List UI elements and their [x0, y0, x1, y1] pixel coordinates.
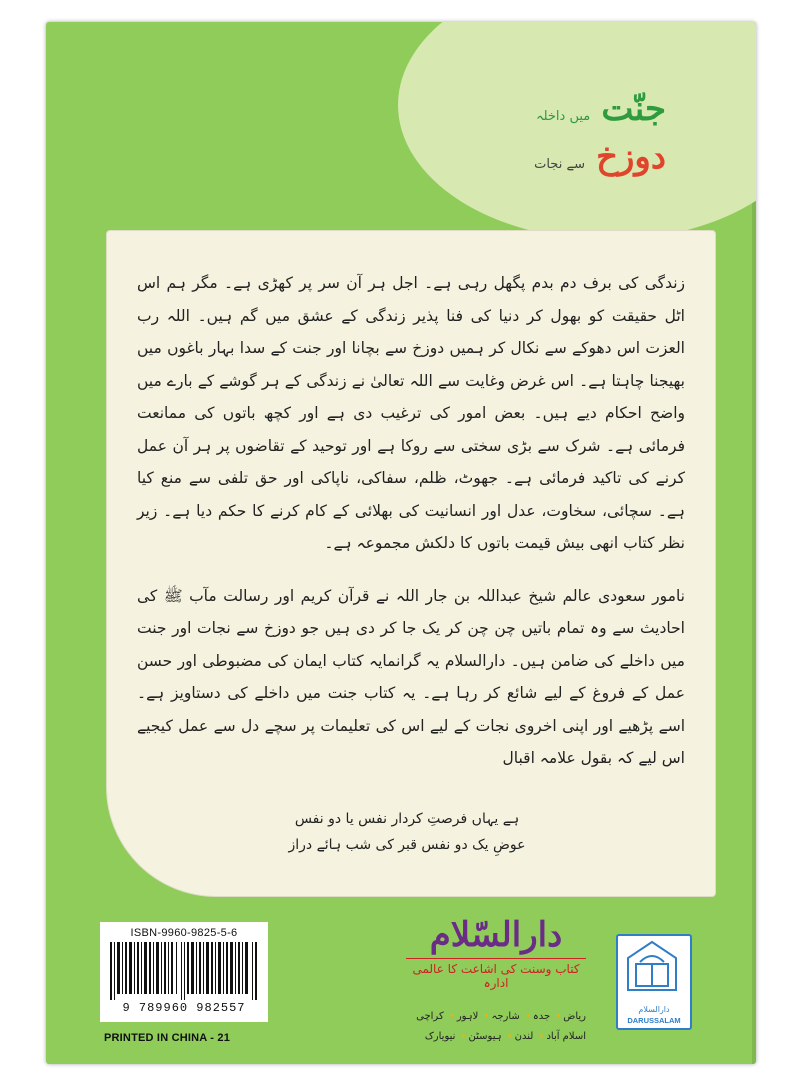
city: شارجہ — [491, 1011, 520, 1022]
book-back-cover — [46, 22, 756, 1064]
isbn-barcode — [100, 922, 268, 1022]
couplet-line-2: عوضِ یک دو نفس قبر کی شب ہائے دراز — [288, 837, 526, 853]
title-line-1 — [446, 89, 666, 129]
barcode-icon — [108, 942, 260, 1000]
isbn-number: ISBN-9960-9825-5-6 — [130, 927, 238, 939]
publisher-block — [396, 917, 596, 990]
city: جدہ — [532, 1011, 551, 1022]
iqbal-couplet — [257, 806, 557, 858]
blurb-paragraph-1: زندگی کی برف دم بدم پگھل رہی ہے۔ اجل ہر آن سر پر کھڑی ہے۔ مگر ہم اس اٹل حقیقت کو بھول کر دنیا کی فنا پذیر زندگی کے عشق میں گم ہیں۔ اللہ رب العزت اس دھوکے سے نکال کر ہمیں دوزخ سے بچانا اور جنت کے سدا بہار باغوں میں بھیجنا چاہتا ہے۔ اس غرض وغایت سے اللہ تعالیٰ نے زندگی کے ہر گوشے کے بارے میں واضح احکام دیے ہیں۔ بعض امور کی ترغیب دی ہے اور کچھ باتوں کی ممانعت فرمائی ہے۔ شرک سے بڑی سختی سے روکا ہے اور توحید کے تقاضوں پر ہر آن عمل کرنے کی تاکید فرمائی ہے۔ جھوٹ، ظلم، سفاکی، ناپاکی اور حق تلفی سے منع کیا ہے۔ سچائی، سخاوت، عدل اور انسانیت کی بھلائی کے کام کرنے کا حکم دیا ہے۔ زیر نظر کتاب انھی بیش قیمت باتوں کا دلکش مجموعہ ہے۔ — [137, 274, 685, 552]
book-title — [446, 89, 666, 177]
publisher-cities — [406, 1007, 586, 1047]
city: کراچی — [416, 1011, 444, 1022]
logo-text-urdu: دارالسلام — [638, 1005, 670, 1014]
logo-text-english: DARUSSALAM — [627, 1016, 681, 1025]
title-line-2 — [446, 137, 666, 177]
cities-row-2: اسلام آباد• لندن• ہیوسٹن• نیویارک — [424, 1031, 586, 1042]
darussalam-logo — [616, 934, 692, 1030]
city: اسلام آباد — [546, 1031, 586, 1042]
title-se-nijat: سے نجات — [534, 157, 585, 172]
title-jannat: جنّت — [601, 89, 666, 129]
city: نیویارک — [424, 1031, 456, 1042]
cities-row-1: ریاض• جدہ• شارجہ• لاہور• کراچی — [416, 1011, 586, 1022]
title-mein-dakhla: میں داخلہ — [535, 109, 591, 124]
couplet-line-1: ہے یہاں فرصتِ کردار نفس یا دو نفس — [294, 811, 520, 827]
barcode-digits: 9 789960 982557 — [122, 1001, 246, 1015]
blurb-panel — [106, 230, 716, 897]
city: لاہور — [456, 1011, 479, 1022]
title-dozakh: دوزخ — [596, 137, 666, 177]
city: ہیوسٹن — [468, 1031, 502, 1042]
city: لندن — [514, 1031, 534, 1042]
printed-in-label: PRINTED IN CHINA - 21 — [104, 1032, 231, 1044]
publisher-tagline: کتاب وسنت کی اشاعت کا عالمی ادارہ — [406, 958, 586, 990]
mosque-book-icon — [618, 936, 686, 996]
publisher-name: دارالسّلام — [429, 915, 563, 955]
city: ریاض — [563, 1011, 586, 1022]
blurb-text — [137, 267, 685, 775]
blurb-paragraph-2: نامور سعودی عالم شیخ عبداللہ بن جار اللہ نے قرآن کریم اور رسالت مآب ﷺ کی احادیث سے وہ تمام باتیں چن چن کر یک جا کر دی ہیں جو دوزخ سے نجات اور جنت میں داخلے کی ضامن ہیں۔ دارالسلام یہ گرانمایہ کتاب ایمان کی مضبوطی اور حسن عمل کے فروغ کے لیے شائع کر رہا ہے۔ یہ کتاب جنت میں داخلے کی دستاویز ہے۔ اسے پڑھیے اور اپنی اخروی نجات کے لیے اس کی تعلیمات پر سچے دل سے عمل کیجیے اس لیے کہ بقول علامہ اقبال — [137, 586, 685, 767]
